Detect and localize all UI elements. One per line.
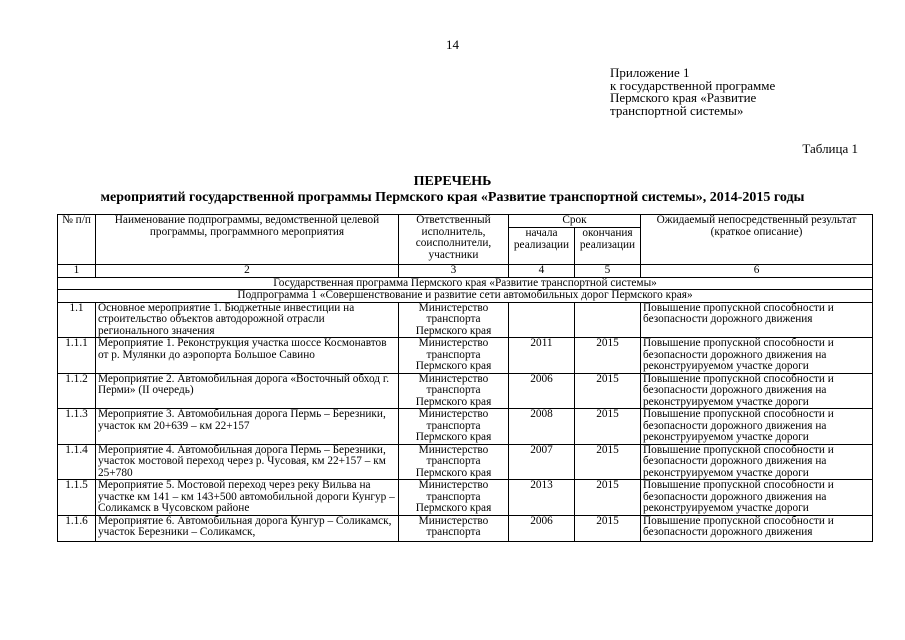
- row-responsible: Министерство транспорта: [399, 515, 509, 541]
- col-number: 4: [509, 265, 575, 278]
- row-end-year: 2015: [575, 515, 641, 541]
- row-name: Мероприятие 3. Автомобильная дорога Пермь – Березники, участок км 20+639 – км 22+157: [96, 409, 399, 445]
- row-result: Повышение пропускной способности и безопасности дорожного движения на реконструируемом участке дороги: [641, 338, 873, 374]
- header-end: окончания реализации: [575, 228, 641, 265]
- row-result: Повышение пропускной способности и безопасности дорожного движения на реконструируемом участке дороги: [641, 480, 873, 516]
- section-row: [58, 290, 873, 303]
- appendix-line: Приложение 1: [610, 65, 690, 80]
- row-start-year: 2011: [509, 338, 575, 374]
- row-start-year: 2008: [509, 409, 575, 445]
- row-number: 1.1.1: [58, 338, 96, 374]
- row-start-year: 2006: [509, 373, 575, 409]
- table-row: [58, 515, 873, 541]
- row-end-year: 2015: [575, 444, 641, 480]
- row-end-year: 2015: [575, 480, 641, 516]
- row-name: Мероприятие 4. Автомобильная дорога Пермь – Березники, участок мостовой переход через р. Чусовая, км 22+157 – км 25+780: [96, 444, 399, 480]
- table-row: [58, 444, 873, 480]
- header-term: Срок: [509, 215, 641, 228]
- header-num: № п/п: [58, 215, 96, 265]
- row-number: 1.1.4: [58, 444, 96, 480]
- subprogram-heading: Подпрограмма 1 «Совершенствование и развитие сети автомобильных дорог Пермского края»: [58, 290, 873, 303]
- row-result: Повышение пропускной способности и безопасности дорожного движения: [641, 515, 873, 541]
- row-start-year: 2006: [509, 515, 575, 541]
- table-label: Таблица 1: [802, 141, 858, 156]
- row-responsible: Министерство транспорта Пермского края: [399, 338, 509, 374]
- table-row: [58, 338, 873, 374]
- row-end-year: 2015: [575, 338, 641, 374]
- document-title: ПЕРЕЧЕНЬ: [413, 174, 492, 189]
- row-number: 1.1.3: [58, 409, 96, 445]
- table-row: [58, 302, 873, 338]
- header-row: [58, 215, 873, 228]
- header-name: Наименование подпрограммы, ведомственной целевой программы, программного мероприятия: [96, 215, 399, 265]
- row-number: 1.1.6: [58, 515, 96, 541]
- row-responsible: Министерство транспорта Пермского края: [399, 409, 509, 445]
- document-subtitle: мероприятий государственной программы Пермского края «Развитие транспортной системы», 2014-2015 годы: [100, 190, 805, 205]
- table-row: [58, 373, 873, 409]
- row-number: 1.1: [58, 302, 96, 338]
- header-responsible: Ответственный исполнитель, соисполнители, участники: [399, 215, 509, 265]
- row-name: Мероприятие 5. Мостовой переход через реку Вильва на участке км 141 – км 143+500 автомобильной дороги Кунгур – Соликамск в Чусовском районе: [96, 480, 399, 516]
- program-heading: Государственная программа Пермского края «Развитие транспортной системы»: [58, 277, 873, 290]
- row-name: Мероприятие 6. Автомобильная дорога Кунгур – Соликамск, участок Березники – Соликамск,: [96, 515, 399, 541]
- row-name: Мероприятие 1. Реконструкция участка шоссе Космонавтов от р. Мулянки до аэропорта Большое Савино: [96, 338, 399, 374]
- header-result: Ожидаемый непосредственный результат (краткое описание): [641, 215, 873, 265]
- table-row: [58, 480, 873, 516]
- appendix-note: [610, 67, 775, 117]
- row-start-year: 2013: [509, 480, 575, 516]
- table-row: [58, 409, 873, 445]
- col-number: 6: [641, 265, 873, 278]
- appendix-line: к государственной программе: [610, 77, 776, 93]
- column-numbers-row: [58, 265, 873, 278]
- appendix-line: транспортной системы»: [610, 102, 744, 118]
- row-end-year: [575, 302, 641, 338]
- page-number: 14: [446, 37, 459, 52]
- row-responsible: Министерство транспорта Пермского края: [399, 373, 509, 409]
- activities-table: [57, 214, 873, 542]
- row-number: 1.1.5: [58, 480, 96, 516]
- row-number: 1.1.2: [58, 373, 96, 409]
- row-responsible: Министерство транспорта Пермского края: [399, 302, 509, 338]
- col-number: 3: [399, 265, 509, 278]
- row-result: Повышение пропускной способности и безопасности дорожного движения на реконструируемом участке дороги: [641, 373, 873, 409]
- col-number: 2: [96, 265, 399, 278]
- row-start-year: 2007: [509, 444, 575, 480]
- row-responsible: Министерство транспорта Пермского края: [399, 480, 509, 516]
- row-result: Повышение пропускной способности и безопасности дорожного движения: [641, 302, 873, 338]
- row-responsible: Министерство транспорта Пермского края: [399, 444, 509, 480]
- row-name: Основное мероприятие 1. Бюджетные инвестиции на строительство объектов автодорожной отрасли регионального значения: [96, 302, 399, 338]
- col-number: 1: [58, 265, 96, 278]
- appendix-line: Пермского края «Развитие: [610, 90, 757, 105]
- section-row: [58, 277, 873, 290]
- row-name: Мероприятие 2. Автомобильная дорога «Восточный обход г. Перми» (II очередь): [96, 373, 399, 409]
- row-end-year: 2015: [575, 409, 641, 445]
- row-start-year: [509, 302, 575, 338]
- row-result: Повышение пропускной способности и безопасности дорожного движения на реконструируемом участке дороги: [641, 409, 873, 445]
- header-start: начала реализации: [509, 228, 575, 265]
- col-number: 5: [575, 265, 641, 278]
- row-end-year: 2015: [575, 373, 641, 409]
- row-result: Повышение пропускной способности и безопасности дорожного движения на реконструируемом участке дороги: [641, 444, 873, 480]
